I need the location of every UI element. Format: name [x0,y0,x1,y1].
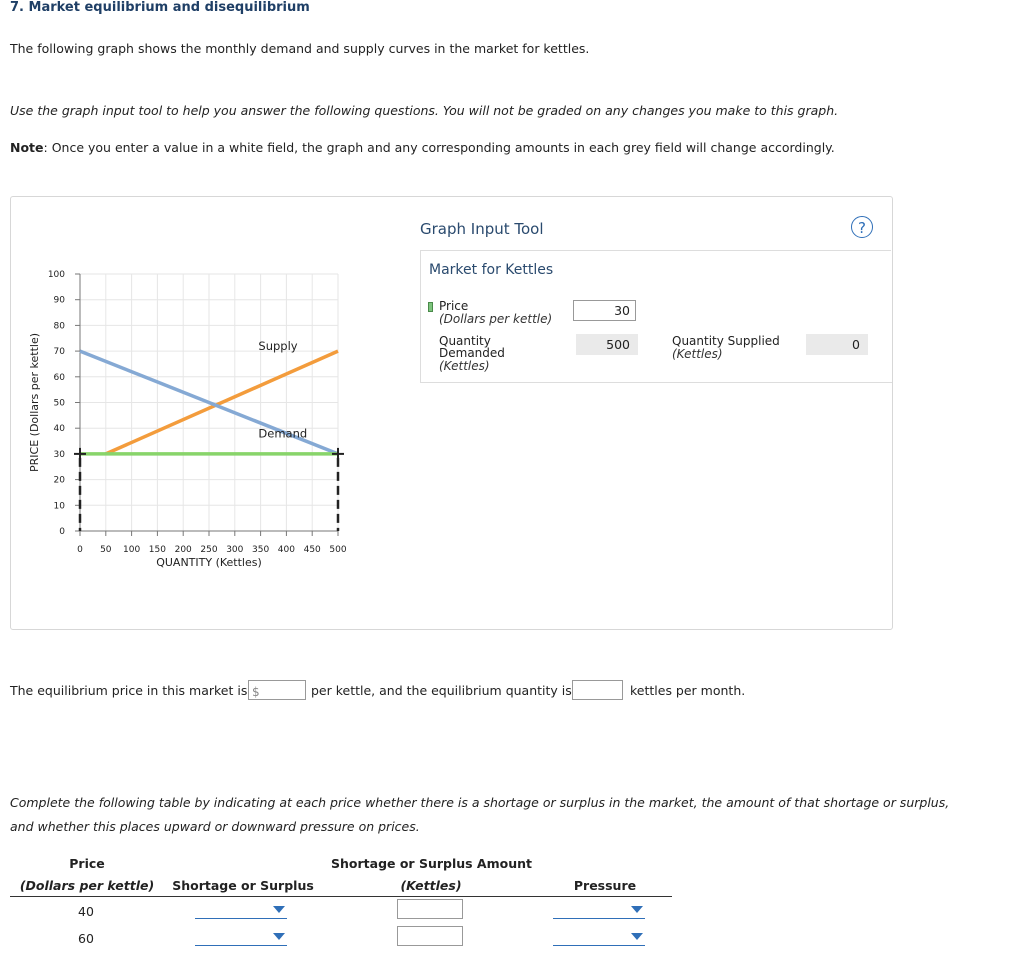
amount-input[interactable] [397,899,463,919]
price-input[interactable]: 30 [573,300,636,321]
graph-tool-title: Graph Input Tool [420,220,544,238]
market-title: Market for Kettles [429,262,554,278]
qd-label-2: Demanded [439,346,505,360]
amount-input[interactable] [397,926,463,946]
qs-sub: (Kettles) [672,347,723,361]
x-tick-label: 300 [226,545,244,555]
x-tick-label: 500 [329,545,347,555]
y-tick-label: 0 [59,527,65,537]
equilibrium-text-before: The equilibrium price in this market is [10,683,248,698]
col-price-sub: (Dollars per kettle) [19,878,155,893]
note-text [10,140,835,155]
chevron-down-icon [631,906,643,913]
question-title: 7. Market equilibrium and disequilibrium [10,0,310,15]
y-axis-label: PRICE (Dollars per kettle) [28,333,41,472]
row-price: 40 [78,904,94,919]
pressure-dropdown[interactable] [553,927,645,946]
qd-label-1: Quantity [439,334,491,348]
qd-sub: (Kettles) [439,359,490,373]
x-axis-label: QUANTITY (Kettles) [156,556,262,569]
table-instruction-2: and whether this places upward or downward pressure on prices. [10,819,420,834]
y-tick-label: 20 [53,475,65,486]
x-tick-label: 150 [148,545,166,555]
equilibrium-text-middle: per kettle, and the equilibrium quantity is [311,683,572,698]
equilibrium-quantity-input[interactable] [572,680,623,700]
dollar-sign: $ [252,685,260,699]
x-tick-label: 350 [252,545,270,555]
col-pressure: Pressure [573,878,637,893]
x-tick-label: 100 [123,545,141,555]
price-sub: (Dollars per kettle) [439,312,553,326]
x-tick-label: 200 [174,545,192,555]
supply-demand-chart[interactable] [10,197,410,597]
y-tick-label: 100 [47,270,65,280]
equilibrium-text-after: kettles per month. [630,683,746,698]
shortage-surplus-dropdown[interactable] [195,900,287,919]
y-tick-label: 70 [53,347,65,358]
col-price: Price [69,856,105,871]
x-tick-label: 50 [100,545,112,555]
y-tick-label: 40 [53,424,65,435]
equilibrium-price-input[interactable] [248,680,306,700]
pressure-dropdown[interactable] [553,900,645,919]
x-tick-label: 400 [277,545,295,555]
quantity-demanded-field: 500 [576,334,638,355]
price-label: Price [439,299,469,313]
note-body: : Once you enter a value in a white field, the graph and any corresponding amounts in each grey field will change accordingly. [43,140,835,155]
col-shortage: Shortage or Surplus [172,878,314,893]
intro-text: The following graph shows the monthly demand and supply curves in the market for kettles. [10,41,590,56]
qs-label: Quantity Supplied [672,334,780,348]
chevron-down-icon [631,933,643,940]
shortage-surplus-dropdown[interactable] [195,927,287,946]
y-tick-label: 50 [53,398,65,409]
y-tick-label: 30 [53,449,65,460]
quantity-supplied-field: 0 [806,334,868,355]
x-tick-label: 0 [77,545,83,555]
row-price: 60 [78,931,94,946]
demand-label: Demand [258,426,308,441]
instruction-text: Use the graph input tool to help you answer the following questions. You will not be graded on any changes you make to this graph. [10,103,839,118]
help-icon[interactable]: ? [851,216,873,238]
y-tick-label: 80 [53,321,65,332]
chevron-down-icon [273,933,285,940]
chevron-down-icon [273,906,285,913]
col-amount-sub: (Kettles) [400,878,462,893]
price-marker-icon [428,302,433,312]
note-label: Note [10,140,44,155]
table-header-rule [10,896,672,897]
y-tick-label: 90 [53,295,65,306]
y-tick-label: 10 [53,501,65,512]
supply-label: Supply [258,338,298,353]
x-tick-label: 250 [200,545,218,555]
y-tick-label: 60 [53,372,65,383]
table-instruction-1: Complete the following table by indicating at each price whether there is a shortage or surplus in the market, the amount of that shortage or surplus, [10,795,950,810]
x-tick-label: 450 [303,545,321,555]
col-amount: Shortage or Surplus Amount [331,856,532,871]
